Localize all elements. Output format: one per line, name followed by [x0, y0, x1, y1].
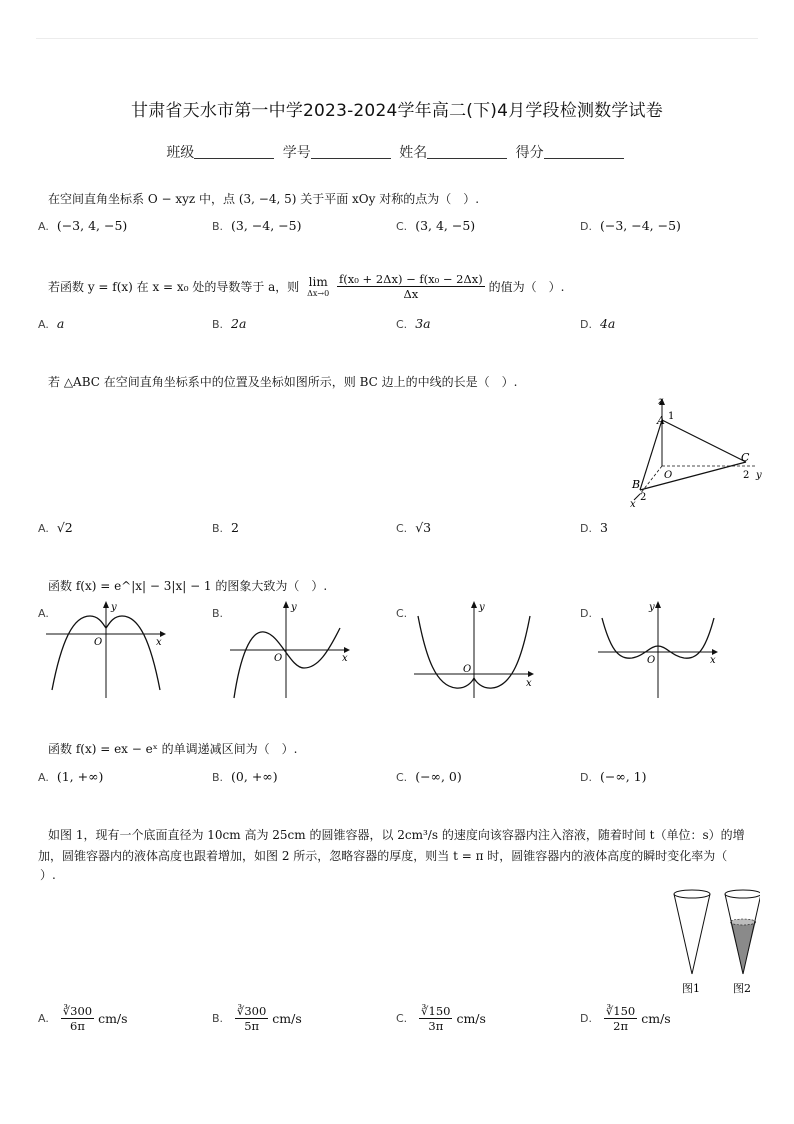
- y-axis-arrow: [471, 601, 477, 608]
- fraction-denominator: Δx: [403, 287, 419, 301]
- option-label: A.: [38, 1012, 49, 1025]
- field-class-blank[interactable]: [194, 144, 274, 159]
- option-label: B.: [212, 607, 224, 620]
- option-label: A.: [38, 607, 49, 620]
- option-label: C.: [396, 607, 408, 620]
- q6-option-a[interactable]: [38, 1004, 128, 1033]
- option-fraction: [235, 1004, 268, 1033]
- figure-1-caption: 图1: [682, 982, 700, 995]
- option-label: D.: [580, 220, 592, 233]
- exam-title: 甘肃省天水市第一中学2023-2024学年高二(下)4月学段检测数学试卷: [131, 101, 663, 121]
- q6-option-c[interactable]: [396, 1004, 486, 1033]
- option-text: (3, −4, −5): [231, 218, 302, 233]
- label-z: z: [658, 396, 664, 407]
- q5-option-b[interactable]: [212, 769, 278, 784]
- option-label: C.: [396, 318, 408, 331]
- option-text: (0, +∞): [231, 769, 278, 784]
- field-id-blank[interactable]: [311, 144, 391, 159]
- label-one: 1: [668, 411, 675, 422]
- figure-2-caption: 图2: [733, 982, 751, 995]
- q4-graph-c: [412, 598, 538, 702]
- option-fraction: [604, 1004, 637, 1033]
- q6-option-d[interactable]: [580, 1004, 671, 1033]
- x-axis-arrow: [528, 671, 534, 677]
- q4-graph-b: [228, 598, 354, 702]
- y-axis-arrow: [655, 601, 661, 608]
- fraction-denominator: 2π: [613, 1019, 629, 1033]
- option-text: (−∞, 0): [415, 769, 462, 784]
- option-label: B.: [212, 771, 224, 784]
- label-o: O: [274, 653, 283, 664]
- cone-figures: [666, 884, 760, 1000]
- question-4-stem: 函数 f(x) = e^|x| − 3|x| − 1 的图象大致为（ ）.: [48, 579, 328, 593]
- option-label: C.: [396, 771, 408, 784]
- field-score-label: 得分: [515, 145, 544, 161]
- option-label: B.: [212, 522, 224, 535]
- q4-graph-d: [596, 598, 722, 702]
- fraction-numerator: ∛300: [237, 1004, 267, 1018]
- limit-subscript: Δx→0: [307, 289, 330, 298]
- option-label: A.: [38, 220, 49, 233]
- option-label: C.: [396, 1012, 408, 1025]
- option-text: 2a: [231, 316, 247, 331]
- option-text: a: [56, 316, 65, 331]
- label-two-c: 2: [743, 470, 750, 481]
- q1-option-a[interactable]: [38, 218, 127, 233]
- q3-option-a[interactable]: [38, 520, 73, 535]
- q2-limit: [307, 275, 329, 298]
- option-label: B.: [212, 1012, 224, 1025]
- option-label: D.: [580, 771, 592, 784]
- option-unit: cm/s: [641, 1011, 671, 1026]
- page-top-rule: [36, 38, 758, 39]
- y-axis-arrow: [283, 601, 289, 608]
- option-text: (1, +∞): [56, 769, 104, 784]
- option-text: 3: [599, 520, 608, 535]
- question-5-stem: 函数 f(x) = ex − eˣ 的单调递减区间为（ ）.: [48, 742, 298, 756]
- option-label: C.: [396, 220, 408, 233]
- q2-stem-post: 的值为（ ）.: [488, 280, 565, 294]
- label-c: C: [741, 451, 750, 464]
- field-name-label: 姓名: [399, 145, 428, 161]
- question-6-line-3: ）.: [40, 868, 56, 882]
- triangle-3d-figure: [618, 394, 768, 510]
- q5-option-a[interactable]: [38, 769, 103, 784]
- cone1-left-edge: [674, 894, 692, 974]
- option-text: (3, 4, −5): [415, 218, 476, 233]
- label-x: x: [630, 499, 636, 510]
- fraction-numerator: ∛150: [421, 1004, 451, 1018]
- q1-option-c[interactable]: [396, 218, 475, 233]
- question-1-stem: 在空间直角坐标系 O − xyz 中，点 (3, −4, 5) 关于平面 xOy 对称的点为（ ）.: [48, 192, 480, 206]
- cone1-right-edge: [692, 894, 710, 974]
- option-fraction: [61, 1004, 94, 1033]
- curve: [234, 628, 340, 698]
- option-fraction: [419, 1004, 452, 1033]
- option-text: (−∞, 1): [599, 769, 647, 784]
- option-unit: cm/s: [272, 1011, 302, 1026]
- q4-graph-a: [44, 598, 170, 702]
- option-text: √3: [415, 520, 432, 535]
- label-two-b: 2: [640, 492, 647, 503]
- q2-option-b[interactable]: [212, 316, 246, 331]
- q5-option-d[interactable]: [580, 769, 647, 784]
- question-6-line-1: 如图 1，现有一个底面直径为 10cm 高为 25cm 的圆锥容器，以 2cm³/s 的速度向该容器内注入溶液，随着时间 t（单位：s）的增: [48, 828, 745, 842]
- fraction-denominator: 6π: [70, 1019, 85, 1033]
- label-x: x: [342, 653, 348, 664]
- q3-option-c[interactable]: [396, 520, 431, 535]
- label-x: x: [156, 637, 162, 648]
- option-unit: cm/s: [98, 1011, 128, 1026]
- fraction-denominator: 5π: [244, 1019, 260, 1033]
- q2-option-a[interactable]: [38, 316, 64, 331]
- option-label: D.: [580, 522, 592, 535]
- label-b: B: [632, 478, 641, 491]
- label-o: O: [647, 655, 656, 666]
- label-o: O: [463, 664, 472, 675]
- q2-fraction: [337, 272, 485, 301]
- q1-option-d[interactable]: [580, 218, 681, 233]
- label-x: x: [710, 655, 716, 666]
- field-class-label: 班级: [166, 145, 195, 161]
- cone2-liquid: [730, 922, 755, 974]
- option-text: (−3, −4, −5): [599, 218, 681, 233]
- q6-option-b[interactable]: [212, 1004, 302, 1033]
- option-label: A.: [38, 318, 49, 331]
- cone2-liquid-surface: [730, 919, 755, 925]
- q3-option-b[interactable]: [212, 520, 239, 535]
- option-text: √2: [56, 520, 73, 535]
- cone2-rim: [725, 890, 760, 898]
- q5-option-c[interactable]: [396, 769, 462, 784]
- option-label: D.: [580, 318, 592, 331]
- label-o: O: [94, 637, 103, 648]
- option-text: (−3, 4, −5): [56, 218, 128, 233]
- q1-option-b[interactable]: [212, 218, 302, 233]
- q3-option-d[interactable]: [580, 520, 608, 535]
- y-axis-arrow: [103, 601, 109, 608]
- q2-option-c[interactable]: [396, 316, 431, 331]
- option-unit: cm/s: [456, 1011, 486, 1026]
- option-label: A.: [38, 771, 49, 784]
- limit-operator: lim: [308, 275, 328, 289]
- option-text: 4a: [599, 316, 616, 331]
- label-o: O: [664, 470, 673, 481]
- label-y: y: [649, 602, 655, 613]
- option-text: 3a: [415, 316, 431, 331]
- label-y: y: [756, 470, 762, 481]
- cone1-rim: [674, 890, 710, 898]
- option-label: C.: [396, 522, 408, 535]
- option-label: B.: [212, 318, 224, 331]
- fraction-numerator: f(x₀ + 2Δx) − f(x₀ − 2Δx): [339, 272, 483, 286]
- q2-stem-pre: 若函数 y = f(x) 在 x = x₀ 处的导数等于 a，则: [48, 280, 300, 294]
- label-y: y: [291, 602, 297, 613]
- option-label: D.: [580, 1012, 592, 1025]
- edge-ac: [662, 420, 746, 462]
- label-y: y: [111, 602, 117, 613]
- question-6-line-2: 加，圆锥容器内的液体高度也跟着增加，如图 2 所示，忽略容器的厚度，则当 t = π 时，圆锥容器内的液体高度的瞬时变化率为（: [38, 849, 728, 863]
- field-score-blank[interactable]: [544, 144, 624, 159]
- label-y: y: [479, 602, 485, 613]
- question-2-stem: [48, 272, 564, 301]
- fraction-numerator: ∛300: [62, 1004, 93, 1018]
- option-label: B.: [212, 220, 224, 233]
- question-3-stem: 若 △ABC 在空间直角坐标系中的位置及坐标如图所示，则 BC 边上的中线的长是（ ）.: [48, 375, 518, 389]
- fraction-denominator: 3π: [428, 1019, 444, 1033]
- field-id-label: 学号: [282, 145, 311, 161]
- label-a: A: [657, 414, 665, 427]
- q2-option-d[interactable]: [580, 316, 615, 331]
- option-label: A.: [38, 522, 49, 535]
- fraction-numerator: ∛150: [605, 1004, 636, 1018]
- option-label: D.: [580, 607, 592, 620]
- option-text: 2: [231, 520, 239, 535]
- field-name-blank[interactable]: [427, 144, 507, 159]
- student-info-line: [0, 142, 794, 162]
- label-x: x: [526, 678, 532, 689]
